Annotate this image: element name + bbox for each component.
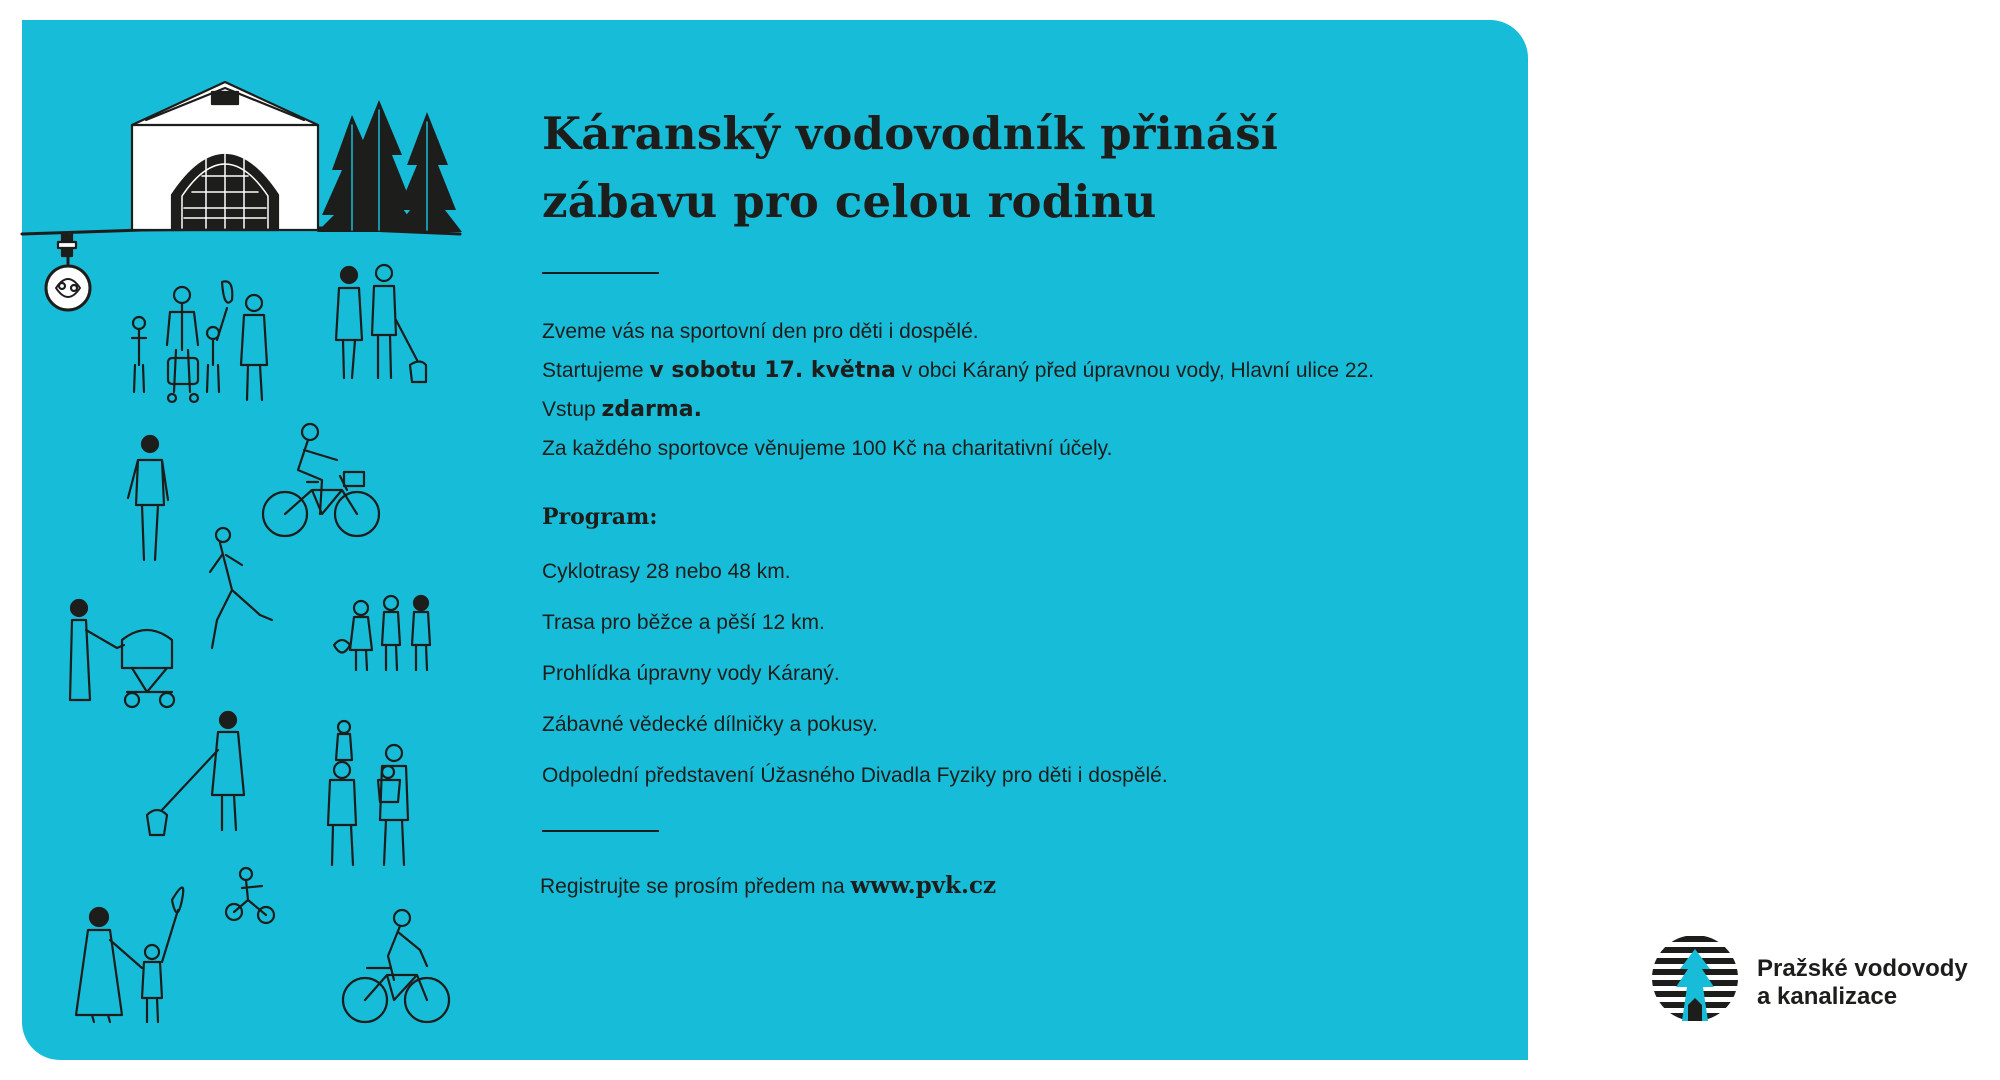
page-title: [542, 100, 1502, 236]
brand-name-line-2: a kanalizace: [1757, 983, 1898, 1010]
intro-line-2-prefix: Startujeme: [542, 359, 644, 382]
mother-daughter-balloon-icon: [76, 888, 183, 1023]
program-item: Prohlídka úpravny vody Káraný.: [542, 662, 840, 685]
woman-walking-icon: [128, 436, 168, 560]
entry-free: zdarma.: [601, 397, 702, 422]
intro-line-3: [542, 390, 1502, 429]
intro-line-1: Zveme vás na sportovní den pro děti i dospělé.: [542, 320, 979, 343]
cyclist-icon: [263, 424, 379, 536]
registration-link[interactable]: www.pvk.cz: [850, 872, 997, 899]
divider-top: [542, 272, 659, 274]
intro-line-4: Za každého sportovce věnujeme 100 Kč na charitativní účely.: [542, 437, 1113, 460]
intro-line-2-suffix: v obci Káraný před úpravnou vody, Hlavní ulice 22.: [901, 359, 1375, 382]
father-with-child-icon: [328, 721, 356, 865]
pvk-logo-icon: [1650, 935, 1740, 1021]
couple-with-dog-icon: [336, 265, 426, 382]
poster-card: [22, 20, 1968, 1060]
registration-note: [540, 872, 996, 899]
program-item: Trasa pro běžce a pěší 12 km.: [542, 611, 825, 634]
title-line-2: zábavu pro celou rodinu: [542, 175, 1157, 228]
illustration-column: [22, 20, 492, 1060]
runner-icon: [210, 528, 272, 648]
waterworks-building-icon: [132, 82, 318, 230]
spruce-trees-icon: [317, 100, 462, 232]
intro-text: [542, 312, 1502, 468]
intro-line-2: [542, 351, 1502, 390]
brand-name: [1757, 955, 1968, 1011]
event-date: v sobotu 17. května: [649, 358, 896, 383]
woman-walking-dog-icon: [147, 712, 244, 835]
brand-logo: [1650, 935, 2000, 1025]
program-item: Odpolední představení Úžasného Divadla Fyziky pro děti i dospělé.: [542, 764, 1168, 787]
mother-with-child-icon: [378, 745, 408, 865]
intro-line-3-prefix: Vstup: [542, 398, 596, 421]
program-heading: Program:: [542, 504, 658, 530]
title-line-1: Káranský vodovodník přináší: [542, 107, 1279, 160]
divider-bottom: [542, 830, 659, 832]
program-list: [542, 556, 1168, 811]
program-item: Zábavné vědecké dílničky a pokusy.: [542, 713, 878, 736]
water-tap-icon: [46, 234, 90, 310]
brand-name-line-1: Pražské vodovody: [1757, 955, 1968, 982]
cyclist-icon: [343, 910, 449, 1022]
children-group-icon: [334, 596, 430, 670]
program-item: Cyklotrasy 28 nebo 48 km.: [542, 560, 791, 583]
woman-with-pram-icon: [70, 600, 174, 707]
family-walking-icon: [132, 281, 267, 402]
child-on-bike-icon: [226, 868, 274, 923]
registration-text: Registrujte se prosím předem na: [540, 875, 845, 898]
